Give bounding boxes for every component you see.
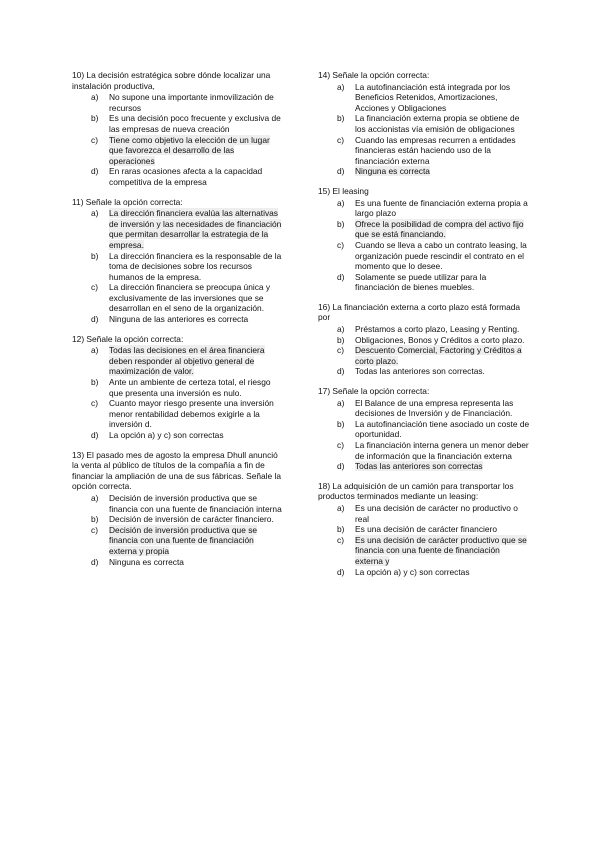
option-text: Cuando se lleva a cabo un contrato leasing, la organización puede rescindir el contrato en el momento que lo desee. [355, 239, 527, 272]
option-letter: d) [91, 430, 99, 440]
option-letter: a) [337, 502, 345, 513]
option-letter: c) [337, 239, 344, 250]
option-a [318, 398, 530, 419]
option-text: La opción a) y c) son correctas [109, 430, 224, 440]
option-d [72, 314, 282, 325]
option-letter: a) [337, 324, 345, 335]
question-15 [318, 186, 530, 293]
option-text: En raras ocasiones afecta a la capacidad competitiva de la empresa [109, 166, 263, 187]
option-a [72, 493, 282, 514]
question-title: 14) Señale la opción correcta: [318, 70, 430, 80]
left-column [72, 70, 282, 576]
option-list [318, 503, 530, 577]
option-text: El Balance de una empresa representa las decisiones de Inversión y de Financiación. [355, 397, 514, 419]
option-text: Ante un ambiente de certeza total, el riesgo que presenta una inversión es nulo. [109, 377, 271, 398]
option-text: La financiación externa propia se obtiene de los accionistas vía emisión de obligaciones [355, 113, 520, 134]
question-18 [318, 481, 530, 577]
question-10 [72, 70, 282, 188]
option-letter: d) [337, 366, 345, 377]
option-text: Decisión de inversión productiva que se financia con una fuente de financiación interna [109, 492, 282, 514]
question-11 [72, 197, 282, 325]
option-list [72, 345, 282, 440]
option-text: No supone una importante inmovilización de recursos [109, 92, 274, 113]
option-letter: a) [337, 197, 345, 208]
option-text: Ninguna es correcta [109, 556, 184, 567]
option-text: Ninguna es correcta [355, 166, 430, 177]
option-letter: c) [91, 524, 98, 535]
question-title: 11) Señale la opción correcta: [72, 196, 183, 207]
option-text: Es una decisión de carácter productivo que se financia con una fuente de financiación externa y [355, 534, 527, 566]
question-title: 16) La financiación externa a corto plazo está formada por [318, 301, 521, 323]
question-14 [318, 70, 530, 177]
option-letter: d) [91, 556, 99, 567]
option-letter: c) [91, 134, 98, 145]
option-text: Todas las decisiones en el área financiera deben responder al objetivo general de maximización de valor. [109, 345, 265, 377]
option-a [318, 198, 530, 219]
option-text: La dirección financiera evalúa las alternativas de inversión y las necesidades de financiación que permitan desarrollar la estrategia de la empresa. [109, 208, 282, 250]
option-list [72, 493, 282, 567]
option-letter: d) [91, 314, 99, 325]
option-text: Ninguna de las anteriores es correcta [109, 314, 249, 325]
option-list [72, 208, 282, 325]
option-letter: c) [337, 345, 344, 356]
option-letter: c) [337, 134, 344, 145]
option-list [318, 82, 530, 177]
option-list [318, 324, 530, 377]
option-d [318, 366, 530, 377]
option-b [318, 335, 530, 346]
option-a [318, 324, 530, 335]
option-c [318, 535, 530, 567]
option-text: Es una fuente de financiación externa propia a largo plazo [355, 197, 528, 219]
question-title: 17) Señale la opción correcta: [318, 386, 430, 397]
option-text: Cuanto mayor riesgo presente una inversión menor rentabilidad debemos exigirle a la inversión d. [109, 398, 274, 430]
option-text: Es una decisión de carácter no productivo o real [355, 502, 518, 524]
option-c [318, 240, 530, 272]
option-letter: a) [91, 492, 99, 503]
option-c [72, 135, 282, 167]
question-17 [318, 386, 530, 472]
option-text: Todas las anteriores son correctas. [355, 366, 485, 377]
option-a [318, 82, 530, 114]
option-c [318, 345, 530, 366]
option-letter: d) [337, 461, 345, 472]
option-text: La opción a) y c) son correctas [355, 566, 470, 577]
option-letter: b) [337, 218, 345, 229]
option-letter: c) [91, 282, 98, 293]
option-list [318, 198, 530, 293]
question-title: 10) La decisión estratégica sobre dónde localizar una instalación productiva, [72, 70, 271, 91]
option-text: La autofinanciación tiene asociado un coste de oportunidad. [355, 418, 530, 440]
option-letter: b) [337, 418, 345, 429]
question-16 [318, 302, 530, 377]
option-b [72, 514, 282, 525]
option-letter: d) [337, 271, 345, 282]
option-text: Préstamos a corto plazo, Leasing y Renting. [355, 324, 520, 335]
option-list [72, 92, 282, 187]
right-column [318, 70, 530, 586]
option-a [72, 208, 282, 250]
option-text: La dirección financiera es la responsable de la toma de decisiones sobre los recursos humanos de la empresa. [109, 250, 282, 282]
option-b [72, 377, 282, 398]
question-title: 13) El pasado mes de agosto la empresa Dhull anunció la venta al público de títulos de la compañía a fin de financiar la ampliación de una de sus fábricas. Señale la opción correcta. [72, 449, 282, 492]
question-title: 15) El leasing [318, 185, 369, 196]
option-c [318, 135, 530, 167]
option-b [72, 113, 282, 134]
option-letter: c) [337, 440, 344, 450]
option-d [318, 461, 530, 472]
option-text: La financiación interna genera un menor deber de información que la financiación externa [355, 440, 529, 461]
option-b [318, 113, 530, 134]
option-letter: a) [337, 397, 345, 408]
option-letter: b) [337, 334, 345, 345]
option-letter: b) [337, 524, 345, 535]
option-letter: b) [91, 250, 99, 261]
option-letter: c) [337, 534, 344, 545]
option-c [72, 525, 282, 557]
option-text: Ofrece la posibilidad de compra del activo fijo que se está financiando. [355, 218, 524, 240]
option-d [72, 166, 282, 187]
option-b [72, 251, 282, 283]
option-a [72, 92, 282, 113]
option-b [318, 524, 530, 535]
option-text: Cuando las empresas recurren a entidades financieras están haciendo uso de la financiación externa [355, 134, 516, 166]
option-d [318, 166, 530, 177]
option-text: Descuento Comercial, Factoring y Créditos a corto plazo. [355, 345, 522, 366]
option-letter: c) [91, 398, 98, 409]
option-letter: d) [337, 566, 345, 577]
option-text: Decisión de inversión productiva que se financia con una fuente de financiación externa y propia [109, 524, 258, 556]
option-a [318, 503, 530, 524]
option-letter: d) [337, 166, 345, 177]
option-text: La autofinanciación está integrada por los Beneficios Retenidos, Amortizaciones, Acciones y Obligaciones [355, 81, 511, 113]
option-c [72, 398, 282, 430]
question-title: 18) La adquisición de un camión para transportar los productos terminados mediante un leasing: [318, 480, 514, 502]
option-letter: b) [91, 377, 99, 388]
option-letter: a) [91, 208, 99, 219]
option-text: Decisión de inversión de carácter financiero. [109, 514, 274, 525]
option-letter: b) [337, 113, 345, 124]
option-letter: b) [91, 514, 99, 525]
option-letter: a) [91, 92, 99, 103]
option-d [72, 430, 282, 441]
option-letter: d) [91, 166, 99, 177]
option-text: Todas las anteriores son correctas [355, 461, 483, 472]
option-c [318, 440, 530, 461]
option-text: Obligaciones, Bonos y Créditos a corto plazo. [355, 334, 525, 345]
option-d [318, 567, 530, 578]
option-b [318, 419, 530, 440]
option-a [72, 345, 282, 377]
option-letter: a) [91, 345, 99, 356]
option-text: Solamente se puede utilizar para la financiación de bienes muebles. [355, 271, 487, 293]
option-c [72, 282, 282, 314]
option-text: Tiene como objetivo la elección de un lugar que favorezca el desarrollo de las operaciones [109, 134, 270, 166]
question-title: 12) Señale la opción correcta: [72, 333, 184, 344]
option-b [318, 219, 530, 240]
option-text: La dirección financiera se preocupa única y exclusivamente de las inversiones que se desarrollan en el seno de la organización. [109, 282, 271, 314]
option-d [318, 272, 530, 293]
option-letter: a) [337, 81, 345, 92]
option-letter: b) [91, 113, 99, 124]
option-list [318, 398, 530, 472]
question-13 [72, 450, 282, 568]
question-12 [72, 334, 282, 441]
option-text: Es una decisión poco frecuente y exclusiva de las empresas de nueva creación [109, 113, 281, 134]
option-d [72, 557, 282, 568]
option-text: Es una decisión de carácter financiero [355, 524, 497, 535]
